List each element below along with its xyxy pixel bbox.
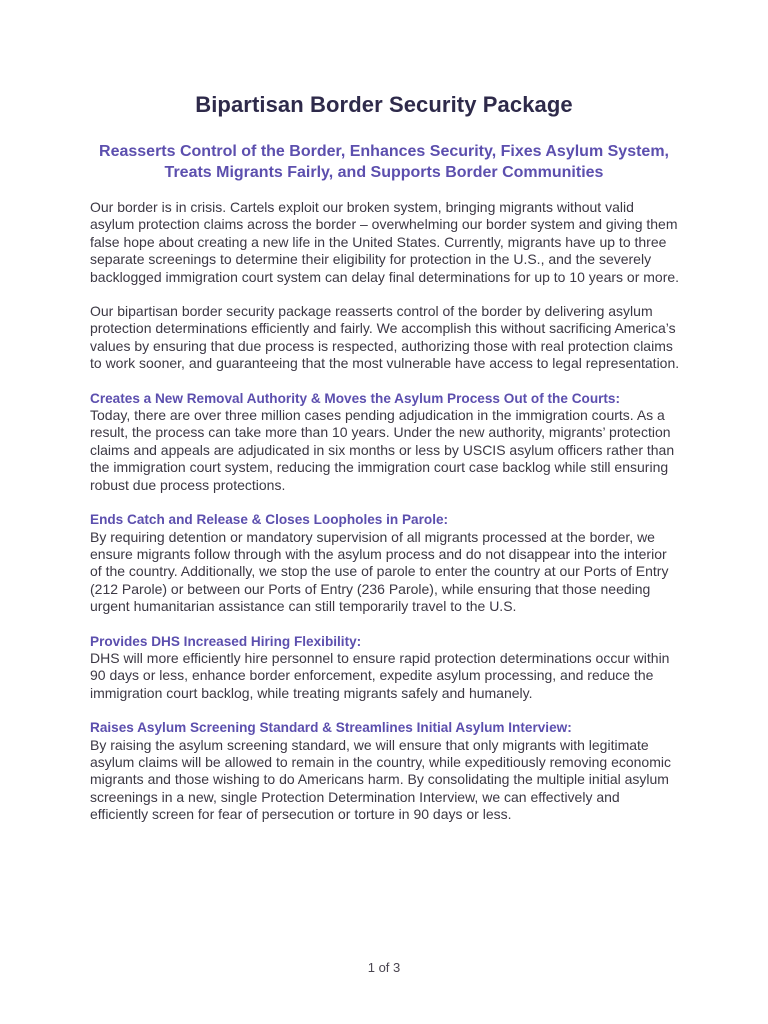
section-text: Today, there are over three million cases pending adjudication in the immigration courts. As a result, the process can take more than 10 years. Under the new authority, migrants’ protection claims and appeals are adjudicated in six months or less by USCIS asylum officers rather than the immigration court system, reducing the immigration court case backlog while still ensuring robust due process protections. [90,407,675,493]
document-title: Bipartisan Border Security Package [195,92,573,117]
section [90,390,680,494]
section-heading: Ends Catch and Release & Closes Loopholes in Parole: [90,512,449,528]
section [90,511,680,615]
section-text: By requiring detention or mandatory supervision of all migrants processed at the border, we ensure migrants follow through with the asylum process and do not disappear into the interior of the country. Additionally, we stop the use of parole to enter the country at our Ports of Entry (212 Parole) or between our Ports of Entry (236 Parole), while ensuring that those needing urgent humanitarian assistance can still temporarily travel to the U.S. [90,528,669,615]
section-text: DHS will more efficiently hire personnel to ensure rapid protection determinations occur within 90 days or less, enhance border enforcement, expedite asylum processing, and reduce the immigration court backlog, while treating migrants safely and humanely. [90,649,670,701]
page-number: 1 of 3 [367,960,401,975]
document-subtitle: Reasserts Control of the Border, Enhances Security, Fixes Asylum System, Treats Migrants Fairly, and Supports Border Communities [99,143,669,181]
section-text: By raising the asylum screening standard, we will ensure that only migrants with legitimate asylum claims will be allowed to remain in the country, while expeditiously removing economic migrants and those wishing to do Americans harm. By consolidating the multiple initial asylum screenings in a new, single Protection Determination Interview, we can effectively and efficiently screen for fear of persecution or torture in 90 days or less. [90,736,671,823]
section-heading: Provides DHS Increased Hiring Flexibility: [90,633,362,649]
section-heading: Creates a New Removal Authority & Moves the Asylum Process Out of the Courts: [90,390,621,406]
section [90,633,680,703]
section-heading: Raises Asylum Screening Standard & Streamlines Initial Asylum Interview: [90,720,572,736]
intro-paragraph: Our bipartisan border security package reasserts control of the border by delivering asylum protection determinations efficiently and fairly. We accomplish this without sacrificing America’s values by ensuring that due process is respected, authorizing those with real protection claims to work sooner, and guaranteeing that the most vulnerable have access to legal representation. [90,303,680,372]
document-body [90,199,680,841]
intro-paragraph: Our border is in crisis. Cartels exploit our broken system, bringing migrants without valid asylum protection claims across the border – overwhelming our border system and giving them false hope about creating a new life in the United States. Currently, migrants have up to three separate screenings to determine their eligibility for protection in the U.S., and the severely backlogged immigration court system can delay final determinations for up to 10 years or more. [90,199,680,285]
section [90,719,680,823]
